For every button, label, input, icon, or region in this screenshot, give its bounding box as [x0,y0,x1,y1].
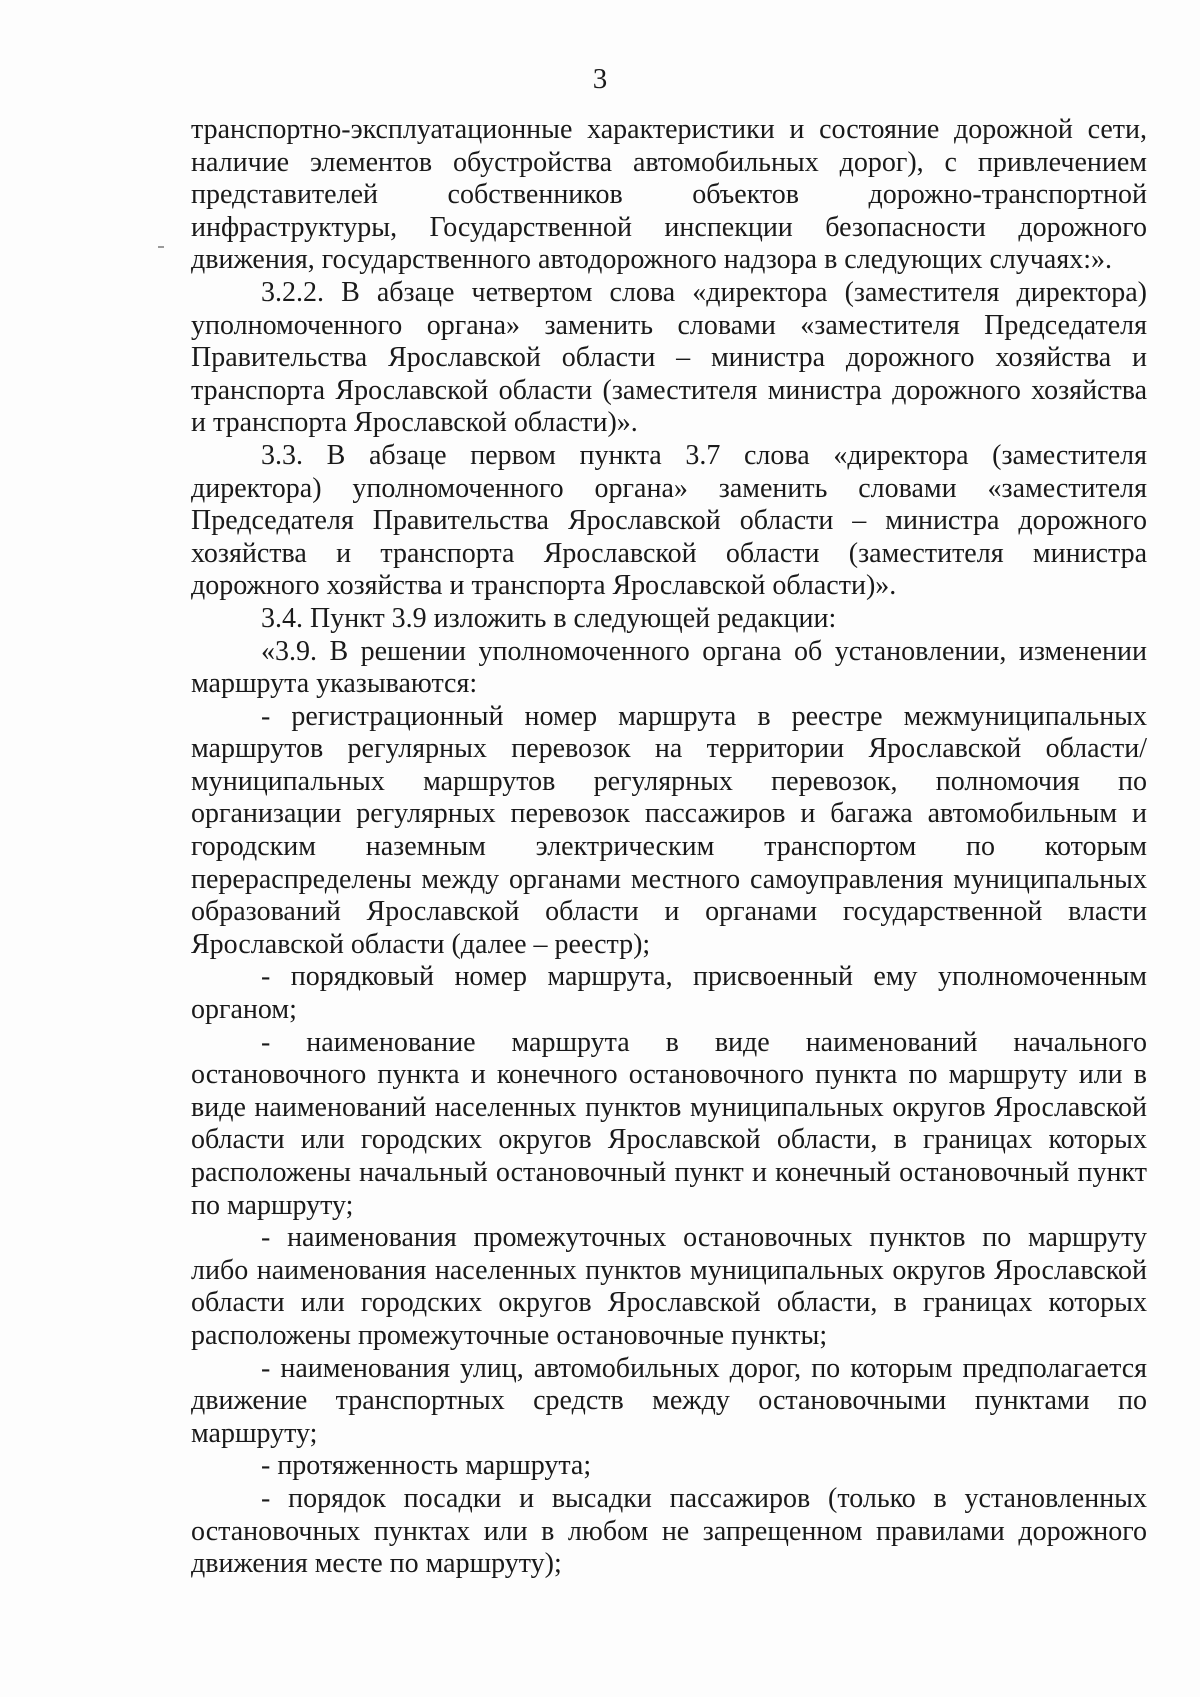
paragraph-3-4: 3.4. Пункт 3.9 изложить в следующей редакции: [261,602,837,634]
list-item-boarding-order: - порядок посадки и высадки пассажиров (только в установленных остановочных пунктах или в любом не запрещенном правилами дорожного движения месте по маршруту); [191,1482,1147,1580]
list-item-route-length: - протяженность маршрута; [261,1450,592,1482]
list-item-route-name: - наименование маршрута в виде наименований начального остановочного пункта и конечного остановочного пункта по маршруту или в виде наименований населенных пунктов муниципальных округов Ярославской области или городских округов Ярославской области, в границах которых расположены начальный остановочный пункт и конечный остановочный пункт по маршруту; [191,1026,1147,1221]
list-item-ordinal-number: - порядковый номер маршрута, присвоенный ему уполномоченным органом; [191,961,1147,1026]
list-item-intermediate-stops: - наименования промежуточных остановочных пунктов по маршруту либо наименования населенных пунктов муниципальных округов Ярославской области или городских округов Ярославской области, в границах которых расположены промежуточные остановочные пункты; [191,1222,1147,1351]
page-number: 3 [592,63,608,95]
document-body [191,114,1147,1581]
paragraph-3-2-2: 3.2.2. В абзаце четвертом слова «директора (заместителя директора) уполномоченного органа» заменить словами «заместителя Председателя Правительства Ярославской области – министра дорожного хозяйства и транспорта Ярославской области (заместителя министра дорожного хозяйства и транспорта Ярославской области)». [191,276,1147,439]
scan-artifact-mark [158,246,164,248]
paragraph-3-9-intro: «3.9. В решении уполномоченного органа об установлении, изменении маршрута указываются: [191,635,1147,700]
list-item-streets-roads: - наименования улиц, автомобильных дорог, по которым предполагается движение транспортных средств между остановочными пунктами по маршруту; [191,1352,1147,1449]
paragraph-continuation: транспортно-эксплуатационные характеристики и состояние дорожной сети, наличие элементов обустройства автомобильных дорог), с привлечением представителей собственников объектов дорожно-транспортной инфраструктуры, Государственной инспекции безопасности дорожного движения, государственного автодорожного надзора в следующих случаях:». [191,114,1147,276]
paragraph-3-3: 3.3. В абзаце первом пункта 3.7 слова «директора (заместителя директора) уполномоченного органа» заменить словами «заместителя Председателя Правительства Ярославской области – министра дорожного хозяйства и транспорта Ярославской области (заместителя министра дорожного хозяйства и транспорта Ярославской области)». [191,439,1147,602]
list-item-registration-number: - регистрационный номер маршрута в реестре межмуниципальных маршрутов регулярных перевозок на территории Ярославской области/ муниципальных маршрутов регулярных перевозок, полномочия по организации регулярных перевозок пассажиров и багажа автомобильным и городским наземным электрическим транспортом по которым перераспределены между органами местного самоуправления муниципальных образований Ярославской области и органами государственной власти Ярославской области (далее – реестр); [191,700,1147,960]
